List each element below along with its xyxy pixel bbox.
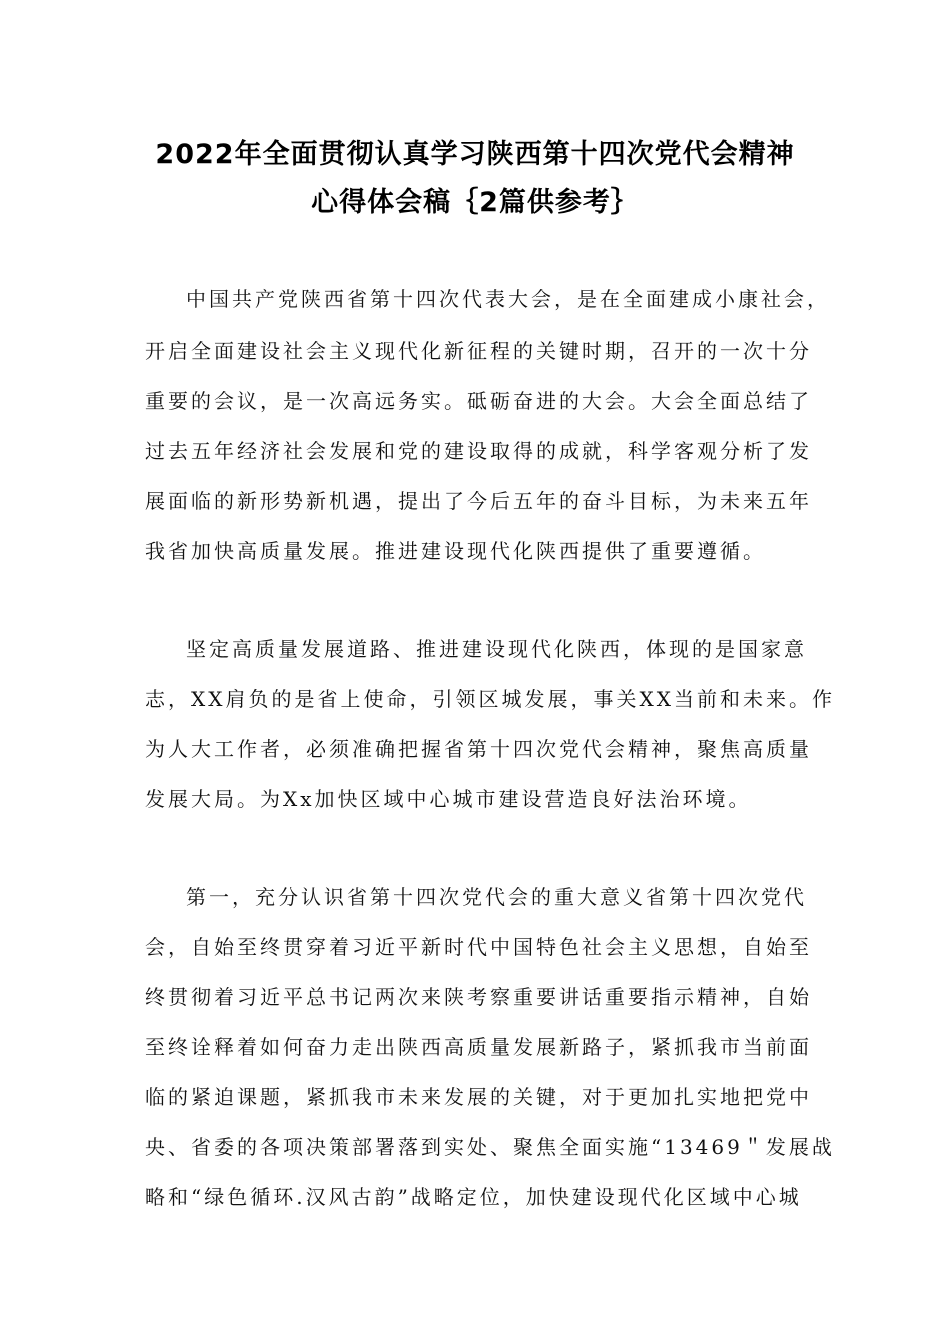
- paragraph-line: 展面临的新形势新机遇，提出了今后五年的奋斗目标，为未来五年: [145, 489, 812, 513]
- paragraph-line: 第一，充分认识省第十四次党代会的重大意义省第十四次党代: [186, 885, 807, 909]
- paragraph-line: 略和“绿色循环.汉风古韵”战略定位，加快建设现代化区域中心城: [145, 1185, 802, 1209]
- paragraph-line: 重要的会议，是一次高远务实。砥砺奋进的大会。大会全面总结了: [145, 389, 812, 413]
- paragraph-line: 坚定高质量发展道路、推进建设现代化陕西，体现的是国家意: [186, 637, 807, 661]
- paragraph-line: 发展大局。为Xx加快区域中心城市建设营造良好法治环境。: [145, 787, 752, 811]
- paragraph-line: 我省加快高质量发展。推进建设现代化陕西提供了重要遵循。: [145, 539, 766, 563]
- paragraph-line: 央、省委的各项决策部署落到实处、聚焦全面实施“13469＂发展战: [145, 1135, 835, 1159]
- paragraph-line: 为人大工作者，必须准确把握省第十四次党代会精神，聚焦高质量: [145, 737, 812, 761]
- document-title-line-2: 心得体会稿｛2篇供参考｝: [311, 187, 639, 218]
- paragraph-line: 临的紧迫课题，紧抓我市未来发展的关键，对于更加扎实地把党中: [145, 1085, 812, 1109]
- paragraph-line: 过去五年经济社会发展和党的建设取得的成就，科学客观分析了发: [145, 439, 812, 463]
- paragraph-line: 至终诠释着如何奋力走出陕西高质量发展新路子，紧抓我市当前面: [145, 1035, 812, 1059]
- paragraph-line: 开启全面建设社会主义现代化新征程的关键时期，召开的一次十分: [145, 339, 812, 363]
- paragraph-line: 终贯彻着习近平总书记两次来陕考察重要讲话重要指示精神，自始: [145, 985, 812, 1009]
- paragraph-line: 志，XX肩负的是省上使命，引领区城发展，事关XX当前和未来。作: [145, 687, 835, 711]
- paragraph-line: 中国共产党陕西省第十四次代表大会，是在全面建成小康社会，: [186, 287, 830, 311]
- paragraph-line: 会，自始至终贯穿着习近平新时代中国特色社会主义思想，自始至: [145, 935, 812, 959]
- document-title-line-1: 2022年全面贯彻认真学习陕西第十四次党代会精神: [155, 139, 795, 170]
